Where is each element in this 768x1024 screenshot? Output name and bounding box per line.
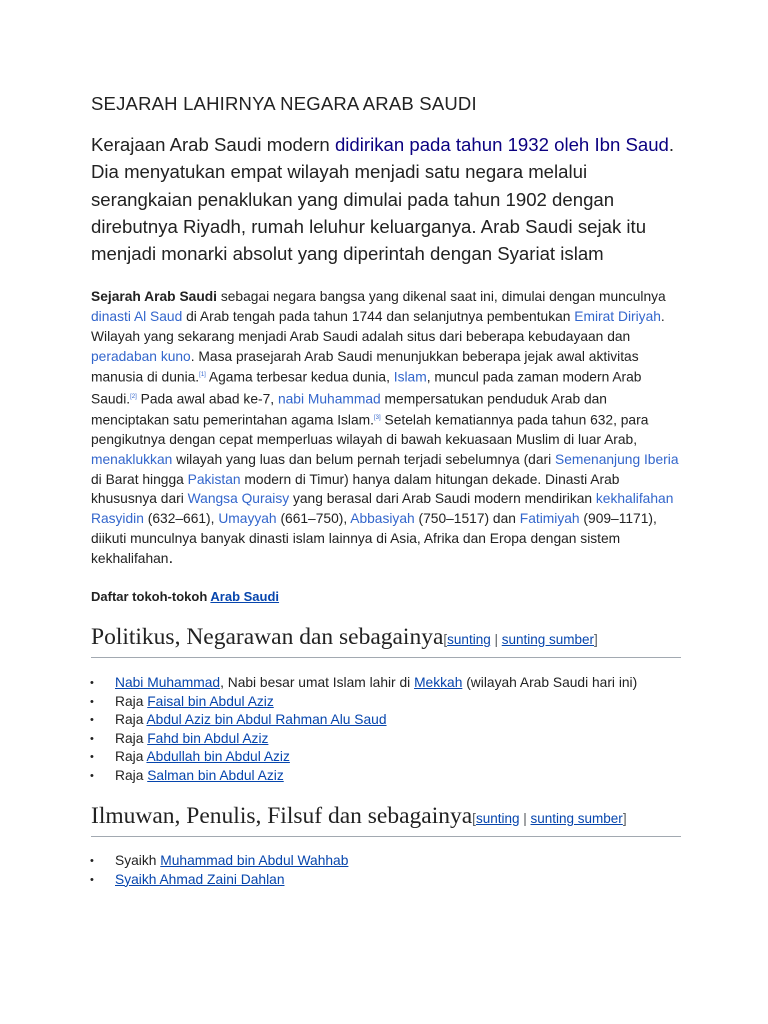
list-politikus — [91, 674, 681, 785]
item-prefix: Raja — [115, 749, 147, 765]
citation-3[interactable]: [3] — [374, 414, 381, 421]
list-ilmuwan — [91, 852, 681, 889]
link-semenanjung-iberia[interactable]: Semenanjung Iberia — [555, 451, 679, 467]
body-text: (632–661), — [143, 511, 219, 526]
body-text: wilayah yang luas dan belum pernah terjadi sebelumnya (dari — [172, 451, 555, 467]
bullet-icon: • — [90, 855, 94, 868]
item-prefix: Raja — [115, 712, 147, 728]
link-pakistan[interactable]: Pakistan — [187, 471, 241, 487]
document-page — [91, 92, 681, 889]
edit-link-sunting-sumber[interactable]: sunting sumber — [501, 632, 595, 648]
item-prefix: Raja — [115, 730, 148, 746]
edit-bracket: ] — [594, 632, 598, 648]
item-prefix: Syaikh — [115, 853, 161, 869]
link-umayyah[interactable]: Umayyah — [218, 511, 277, 526]
link-peradaban-kuno[interactable]: peradaban kuno — [91, 348, 191, 364]
bullet-icon: • — [90, 873, 94, 886]
link-nabi-muhammad[interactable]: nabi Muhammad — [277, 391, 381, 407]
bullet-icon: • — [90, 751, 94, 764]
list-intro — [91, 589, 681, 604]
body-text: . Wilayah yang sekarang menjadi Arab Saudi adalah situs dari beberapa kebudayaan dan — [91, 309, 665, 344]
body-text: mempersatukan penduduk Arab dan menciptakan satu pemerintahan agama Islam. — [91, 391, 607, 428]
body-text: yang berasal dari Arab Saudi modern mendirikan — [289, 491, 596, 507]
body-text: Setelah kematiannya pada tahun 632, para pengikutnya dengan cepat memperluas wilayah di bawah kekuasaan Muslim di luar Arab, — [91, 412, 649, 448]
body-text: . Masa prasejarah Arab Saudi menunjukkan beberapa jejak awal aktivitas manusia di dunia. — [91, 348, 639, 385]
item-link[interactable]: Faisal bin Abdul Aziz — [147, 693, 274, 709]
list-item — [91, 871, 681, 890]
link-wangsa-quraisy[interactable]: Wangsa Quraisy — [187, 491, 290, 507]
link-dinasti-al-saud[interactable]: dinasti Al Saud — [91, 309, 183, 325]
body-text: sebagai negara bangsa yang dikenal saat ini, dimulai dengan munculnya — [217, 289, 666, 305]
edit-bracket: ] — [622, 811, 627, 827]
link-arab-saudi[interactable]: Arab Saudi — [210, 589, 280, 605]
item-text: , Nabi besar umat Islam lahir di — [220, 675, 415, 691]
item-link[interactable]: Fahd bin Abdul Aziz — [147, 730, 269, 746]
bullet-icon: • — [90, 677, 94, 690]
link-fatimiyah[interactable]: Fatimiyah — [519, 511, 580, 526]
body-text: . — [168, 548, 174, 568]
list-item — [91, 730, 681, 749]
body-text: Agama terbesar kedua dunia, — [205, 369, 394, 385]
link-menaklukkan[interactable]: menaklukkan — [91, 451, 173, 467]
item-link[interactable]: Syaikh Ahmad Zaini Dahlan — [115, 871, 285, 887]
link-emirat-diriyah[interactable]: Emirat Diriyah — [574, 309, 661, 325]
item-link[interactable]: Nabi Muhammad — [115, 675, 221, 691]
item-link[interactable]: Abdullah bin Abdul Aziz — [146, 749, 290, 765]
section-edit-links — [443, 632, 597, 647]
body-text: di Barat hingga — [91, 471, 188, 487]
item-link-mekkah[interactable]: Mekkah — [414, 675, 463, 691]
list-item — [91, 674, 681, 693]
body-text: di Arab tengah pada tahun 1744 dan selanjutnya pembentukan — [182, 309, 575, 325]
bullet-icon: • — [90, 769, 94, 782]
list-item — [91, 767, 681, 786]
section-heading-text: Ilmuwan, Penulis, Filsuf dan sebagainya — [91, 803, 473, 830]
edit-separator: | — [490, 632, 502, 648]
item-link[interactable]: Muhammad bin Abdul Wahhab — [160, 853, 349, 869]
body-text: (750–1517) dan — [414, 511, 520, 526]
section-heading-politikus — [91, 623, 681, 658]
bullet-icon: • — [90, 714, 94, 727]
list-intro-text: Daftar tokoh-tokoh — [91, 589, 211, 605]
bullet-icon: • — [90, 732, 94, 745]
link-kekhalifahan-rasyidin[interactable]: kekhalifahan Rasyidin — [91, 491, 674, 526]
bullet-icon: • — [90, 695, 94, 708]
edit-link-sunting-sumber[interactable]: sunting sumber — [530, 811, 623, 827]
list-item — [91, 852, 681, 871]
edit-bracket: [ — [443, 632, 448, 648]
list-item — [91, 748, 681, 767]
link-abbasiyah[interactable]: Abbasiyah — [350, 511, 415, 526]
list-item — [91, 711, 681, 730]
section-edit-links — [472, 811, 626, 826]
history-paragraph — [91, 287, 681, 569]
item-text: (wilayah Arab Saudi hari ini) — [462, 675, 638, 691]
bold-term: Sejarah Arab Saudi — [91, 289, 218, 305]
citation-1[interactable]: [1] — [199, 372, 206, 379]
body-text: Pada awal abad ke-7, — [136, 391, 278, 407]
section-heading-text: Politikus, Negarawan dan sebagainya — [91, 624, 444, 651]
link-islam[interactable]: Islam — [393, 369, 427, 385]
lead-link-founding[interactable]: didirikan pada tahun 1932 oleh Ibn Saud — [334, 134, 669, 155]
body-text: (909–1171), diikuti munculnya banyak dinasti islam lainnya di Asia, Afrika dan Eropa dengan sistem kekhalifahan — [91, 511, 657, 567]
body-text: modern di Timur) hanya dalam hitungan dekade. Dinasti Arab khususnya dari — [91, 471, 620, 507]
edit-bracket: [ — [472, 811, 476, 827]
list-item — [91, 693, 681, 712]
lead-text: . Dia menyatukan empat wilayah menjadi satu negara melalui serangkaian penaklukan yang dimulai pada tahun 1902 dengan direbutnya Riyadh, rumah leluhur keluarganya. Arab Saudi sejak itu menjadi monarki absolut yang diperintah dengan Syariat islam — [91, 134, 675, 265]
section-heading-ilmuwan — [91, 802, 681, 837]
lead-paragraph — [91, 131, 681, 267]
item-prefix: Raja — [115, 693, 148, 709]
edit-link-sunting[interactable]: sunting — [447, 632, 491, 648]
item-prefix: Raja — [115, 767, 148, 783]
item-link[interactable]: Salman bin Abdul Aziz — [147, 767, 284, 783]
page-title: SEJARAH LAHIRNYA NEGARA ARAB SAUDI — [91, 93, 477, 114]
item-link[interactable]: Abdul Aziz bin Abdul Rahman Alu Saud — [146, 712, 387, 728]
edit-separator: | — [519, 811, 531, 827]
body-text: , muncul pada zaman modern Arab Saudi. — [91, 369, 642, 407]
body-text: (661–750), — [276, 511, 351, 526]
lead-text: Kerajaan Arab Saudi modern — [91, 134, 335, 155]
citation-2[interactable]: [2] — [130, 393, 137, 400]
edit-link-sunting[interactable]: sunting — [475, 811, 520, 827]
